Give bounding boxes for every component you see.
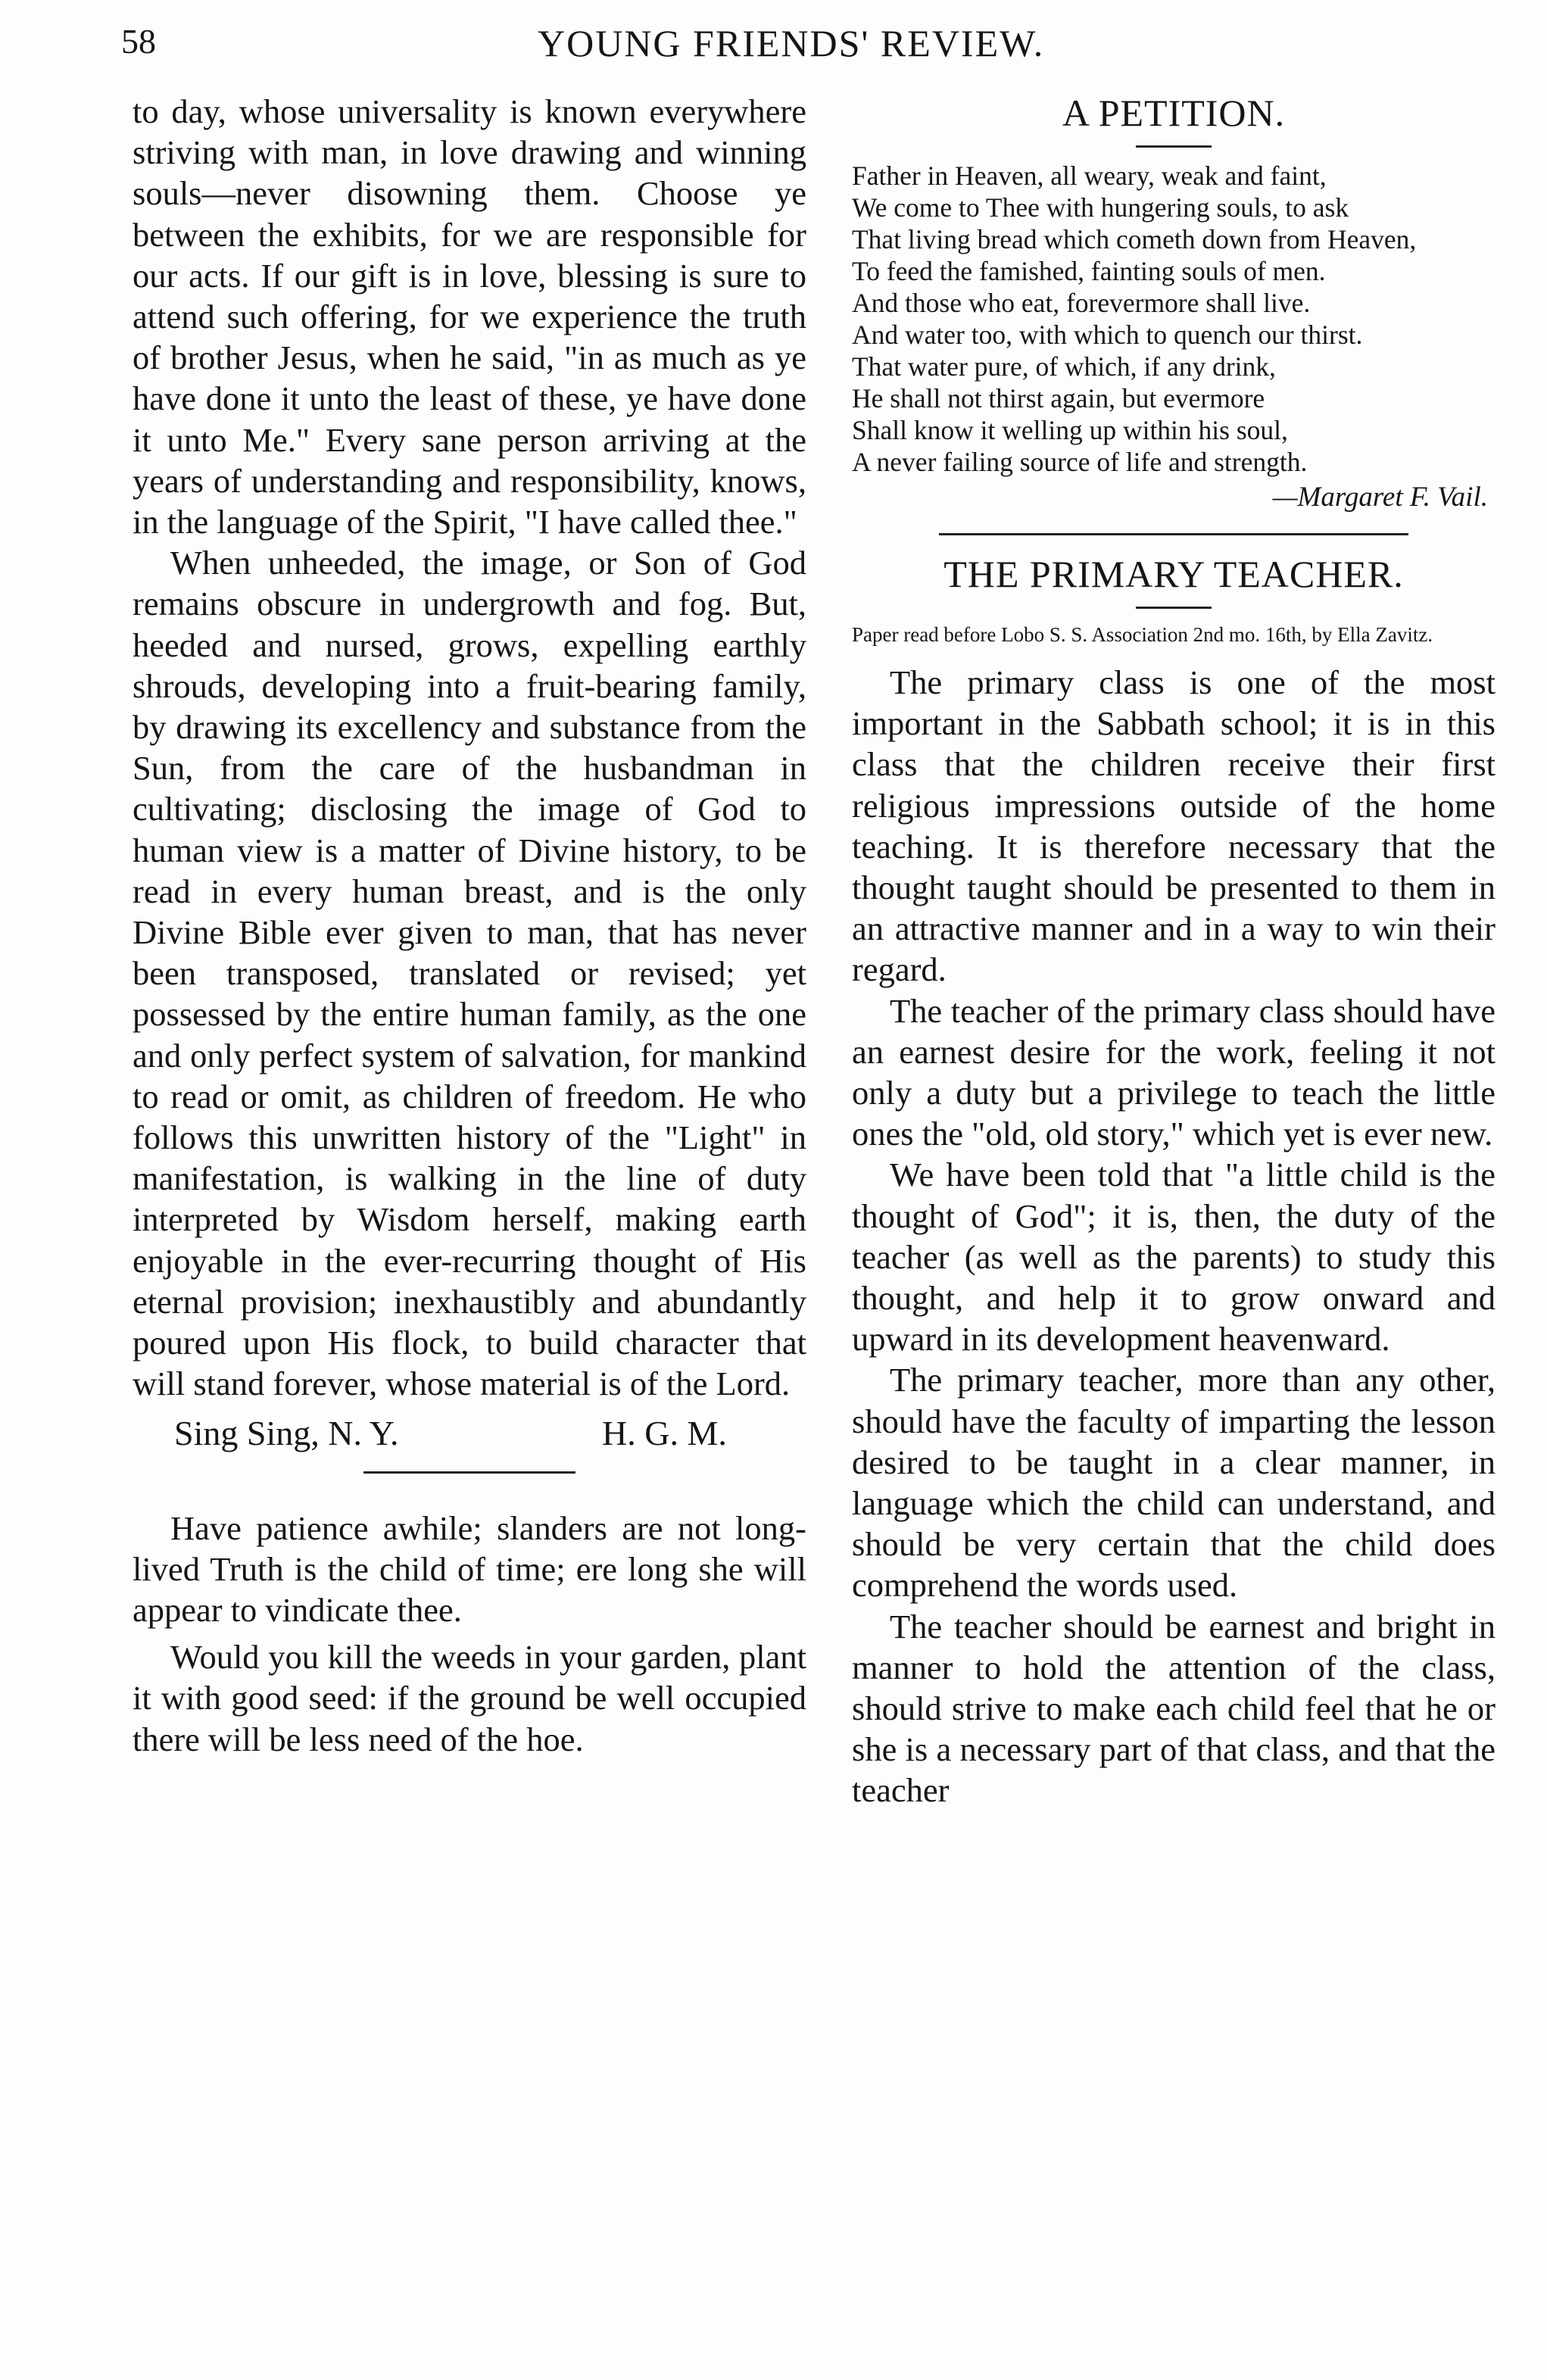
article-paragraph: The primary class is one of the most important in the Sabbath school; it is in this class that the children receive their first religious impressions outside of the home teaching. It is therefore necessary that the thought taught should be presented to them in an attractive manner and in a way to win their regard. bbox=[852, 663, 1496, 989]
poem-title: A PETITION. bbox=[1062, 92, 1286, 134]
poem-line: He shall not thirst again, but evermore bbox=[852, 383, 1265, 413]
poem-line: And those who eat, forevermore shall live. bbox=[852, 288, 1311, 318]
poem-author: —Margaret F. Vail. bbox=[1272, 482, 1488, 513]
section-divider bbox=[939, 533, 1408, 535]
article-subtitle: Paper read before Lobo S. S. Association 2nd mo. 16th, by Ella Zavitz. bbox=[852, 623, 1433, 646]
poem-line: We come to Thee with hungering souls, to ask bbox=[852, 192, 1349, 223]
signature-place: Sing Sing, N. Y. bbox=[174, 1413, 399, 1452]
poem-line: Father in Heaven, all weary, weak and faint, bbox=[852, 161, 1327, 191]
title-divider bbox=[1136, 607, 1212, 609]
title-divider bbox=[1136, 145, 1212, 148]
article-continuation-paragraph: to day, whose universality is known everywhere striving with man, in love drawing and winning souls—never disowning them. Choose ye between the exhibits, for we are responsible for our acts. If our gift is in love, blessing is sure to attend such offering, for we experience the truth of brother Jesus, when he said, "in as much as ye have done it unto the least of these, ye have done it unto Me." Every sane person arriving at the years of understanding and responsibility, knows, in the language of the Spirit, "I have called thee." bbox=[133, 92, 806, 541]
article-continuation-paragraph: When unheeded, the image, or Son of God remains obscure in undergrowth and fog. But, heeded and nursed, grows, expelling earthly shrouds, developing into a fruit-bearing family, by drawing its excellency and substance from the Sun, from the care of the husbandman in cultivating; disclosing the image of God to human view is a matter of Divine history, to be read in every human breast, and is the only Divine Bible ever given to man, that has never been transposed, translated or revised; yet possessed by the entire human family, as the one and only perfect system of salvation, for mankind to read or omit, as children of freedom. He who follows this unwritten history of the "Light" in manifestation, is walking in the line of duty interpreted by Wisdom herself, making earth enjoyable in the ever-recurring thought of His eternal provision; inexhaustibly and abundantly poured upon His flock, to build character that will stand forever, whose material is of the Lord. bbox=[133, 544, 806, 1403]
left-column bbox=[133, 91, 806, 1760]
page-number: 58 bbox=[121, 22, 156, 61]
running-head: YOUNG FRIENDS' REVIEW. bbox=[538, 22, 1045, 64]
signature-line bbox=[133, 1411, 806, 1456]
right-column bbox=[852, 91, 1496, 1811]
poem bbox=[852, 160, 1496, 478]
article-paragraph: The teacher of the primary class should have an earnest desire for the work, feeling it not only a duty but a privilege to teach the little ones the "old, old story," which yet is ever new. bbox=[852, 991, 1496, 1153]
poem-line: To feed the famished, fainting souls of men. bbox=[852, 256, 1326, 286]
poem-line: And water too, with which to quench our thirst. bbox=[852, 320, 1363, 350]
signature-initials: H. G. M. bbox=[602, 1413, 727, 1452]
poem-line: A never failing source of life and strength. bbox=[852, 447, 1308, 477]
poem-line: That water pure, of which, if any drink, bbox=[852, 351, 1276, 382]
article-paragraph: The primary teacher, more than any other, should have the faculty of imparting the lesson desired to be taught in a clear manner, in language which the child can understand, and should be very certain that the child does comprehend the words used. bbox=[852, 1361, 1496, 1605]
page-header bbox=[121, 21, 1507, 74]
poem-line: That living bread which cometh down from Heaven, bbox=[852, 224, 1417, 254]
maxim-paragraph: Have patience awhile; slanders are not long-lived Truth is the child of time; ere long she will appear to vindicate thee. bbox=[133, 1508, 806, 1629]
section-divider bbox=[363, 1471, 575, 1474]
poem-line: Shall know it welling up within his soul, bbox=[852, 415, 1288, 445]
article-paragraph: The teacher should be earnest and bright in manner to hold the attention of the class, should strive to make each child feel that he or she is a necessary part of that class, and that the teacher bbox=[852, 1607, 1496, 1810]
maxim-paragraph: Would you kill the weeds in your garden, plant it with good seed: if the ground be well occupied there will be less need of the hoe. bbox=[133, 1638, 806, 1758]
article-paragraph: We have been told that "a little child is the thought of God"; it is, then, the duty of the teacher (as well as the parents) to study this thought, and help it to grow onward and upward in its development heavenward. bbox=[852, 1156, 1496, 1358]
article-title: THE PRIMARY TEACHER. bbox=[943, 553, 1404, 595]
